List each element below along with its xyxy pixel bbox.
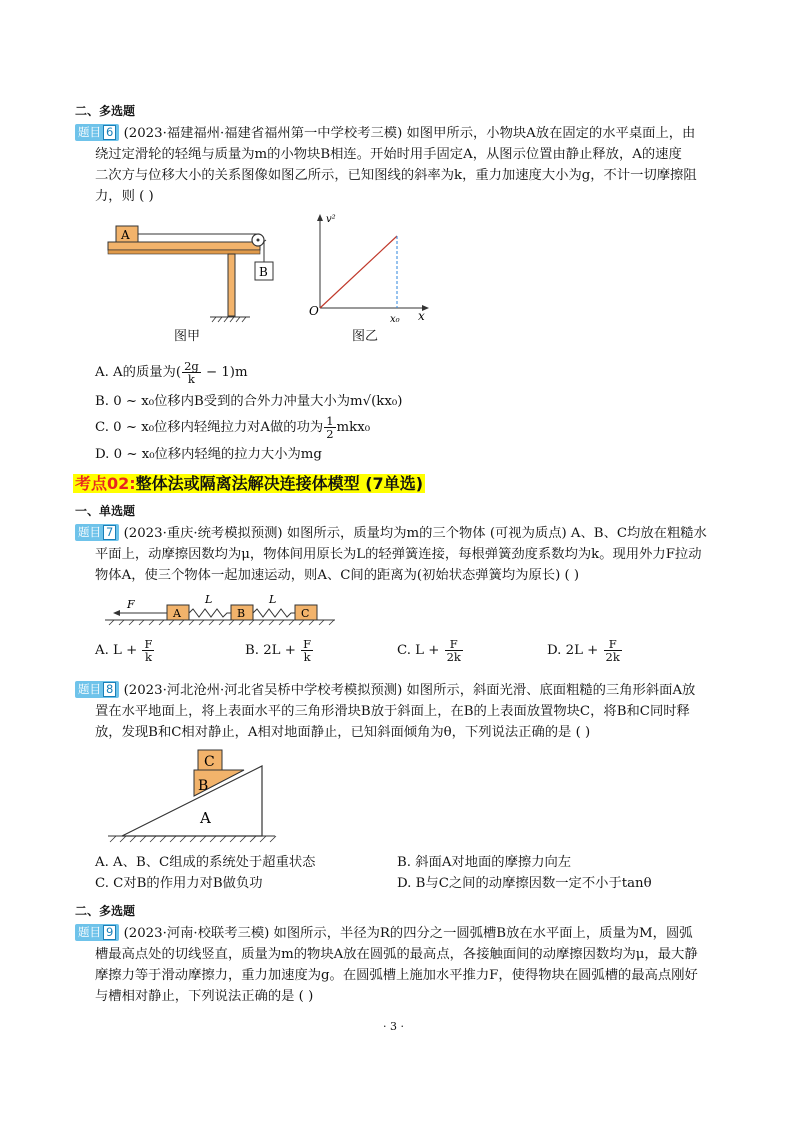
question-badge: 题目 6 [75,124,119,141]
q6-option-b[interactable]: B. 0 ~ x₀位移内B受到的合外力冲量大小为m√(kx₀) [95,394,403,409]
section-heading-multi-2: 二、多选题 [75,904,136,918]
svg-text:x₀: x₀ [390,314,400,325]
q7-option-c[interactable]: C. L + $\frac{F}{2k}$ [397,637,461,664]
q8-option-d[interactable]: D. B与C之间的动摩擦因数一定不小于tanθ [397,876,652,891]
q7-option-a[interactable]: A. L + $\frac{F}{k}$ [95,637,153,664]
figure-yi-caption: 图乙 [352,329,379,344]
svg-text:x: x [418,309,425,323]
graph-line [320,236,397,308]
svg-text:A: A [200,809,211,827]
svg-text:B: B [259,265,268,279]
q6-option-d[interactable]: D. 0 ~ x₀位移内轻绳的拉力大小为mg [95,447,322,462]
svg-text:A: A [121,228,130,242]
question-badge: 题目 9 [75,924,119,941]
section-heading-single: 一、单选题 [75,504,136,518]
q7-option-b[interactable]: B. 2L + $\frac{F}{k}$ [245,637,312,664]
question-9: 题目 9 (2023·河南·校联考三模) 如图所示，半径为R的四分之一圆弧槽B放在水平面上，质量为M，圆弧 槽最高点处的切线竖直，质量为m的物块A放在圆弧的最高点，各接触面间的动摩擦因数均为μ，最大静 摩擦力等于滑动摩擦力，重力加速度为g。在圆弧槽上施加水平推力F，使得物块在圆弧槽的最高点刚好 与槽相对静止，下列说法正确的是 ( ) [75,923,725,1007]
svg-text:C: C [204,754,215,770]
svg-text:C: C [301,607,310,620]
question-7: 题目 7 (2023·重庆·统考模拟预测) 如图所示，质量均为m的三个物体 (可视为质点) A、B、C均放在粗糙水 平面上，动摩擦因数均为μ，物体间用原长为L的轻弹簧连接，每根弹簧劲度系数均为k。现用外力F拉动 物体A，使三个物体一起加速运动，则A、C间的距离为(初始状态弹簧均为原长) ( ) [75,523,725,586]
svg-text:L: L [269,593,277,606]
figure-jia-caption: 图甲 [174,329,201,344]
question-6: 题目 6 (2023·福建福州·福建省福州第一中学校考三模) 如图甲所示，小物块A放在固定的水平桌面上，由 绕过定滑轮的轻绳与质量为m的小物块B相连。开始时用手固定A，从图示位置由静止释放，A的速度 二次方与位移大小的关系图像如图乙所示，已知图线的斜率为k，重力加速度大小为g，不计一切摩擦阻 力，则 ( ) [75,123,725,207]
svg-text:B: B [198,778,209,794]
svg-text:L: L [205,593,213,606]
svg-text:A: A [173,607,181,620]
question-badge: 题目 8 [75,681,119,698]
q8-option-b[interactable]: B. 斜面A对地面的摩擦力向左 [397,855,572,870]
question-8: 题目 8 (2023·河北沧州·河北省吴桥中学校考模拟预测) 如图所示，斜面光滑、底面粗糙的三角形斜面A放 置在水平地面上，将上表面水平的三角形滑块B放于斜面上，在B的上表面放置物块C，将B和C同时释 放，发现B和C相对静止，A相对地面静止，已知斜面倾角为θ，下列说法正确的是 ( ) [75,680,725,743]
svg-text:O: O [309,304,319,318]
svg-text:B: B [237,607,246,620]
q6-option-a[interactable]: A. A的质量为( $\frac{2g}{k}$ − 1)m [95,359,248,386]
page-number: · 3 · [383,1020,404,1033]
figure-q8-incline [100,745,280,845]
figure-jia-table-pulley [100,218,290,328]
svg-text:F: F [127,598,135,611]
q6-option-c[interactable]: C. 0 ~ x₀位移内轻绳拉力对A做的功为 $\frac{1}{2}$ mkx₀ [95,414,371,441]
section-heading-multi: 二、多选题 [75,104,136,118]
svg-text:v²: v² [326,214,336,225]
kaodian-heading: 考点02:整体法或隔离法解决连接体模型 (7单选) [75,474,424,493]
q8-option-c[interactable]: C. C对B的作用力对B做负功 [95,876,263,891]
figure-q7-springs [105,592,340,628]
figure-yi-graph [305,210,435,325]
q7-option-d[interactable]: D. 2L + $\frac{F}{2k}$ [547,637,620,664]
question-badge: 题目 7 [75,524,119,541]
q8-option-a[interactable]: A. A、B、C组成的系统处于超重状态 [95,855,316,870]
